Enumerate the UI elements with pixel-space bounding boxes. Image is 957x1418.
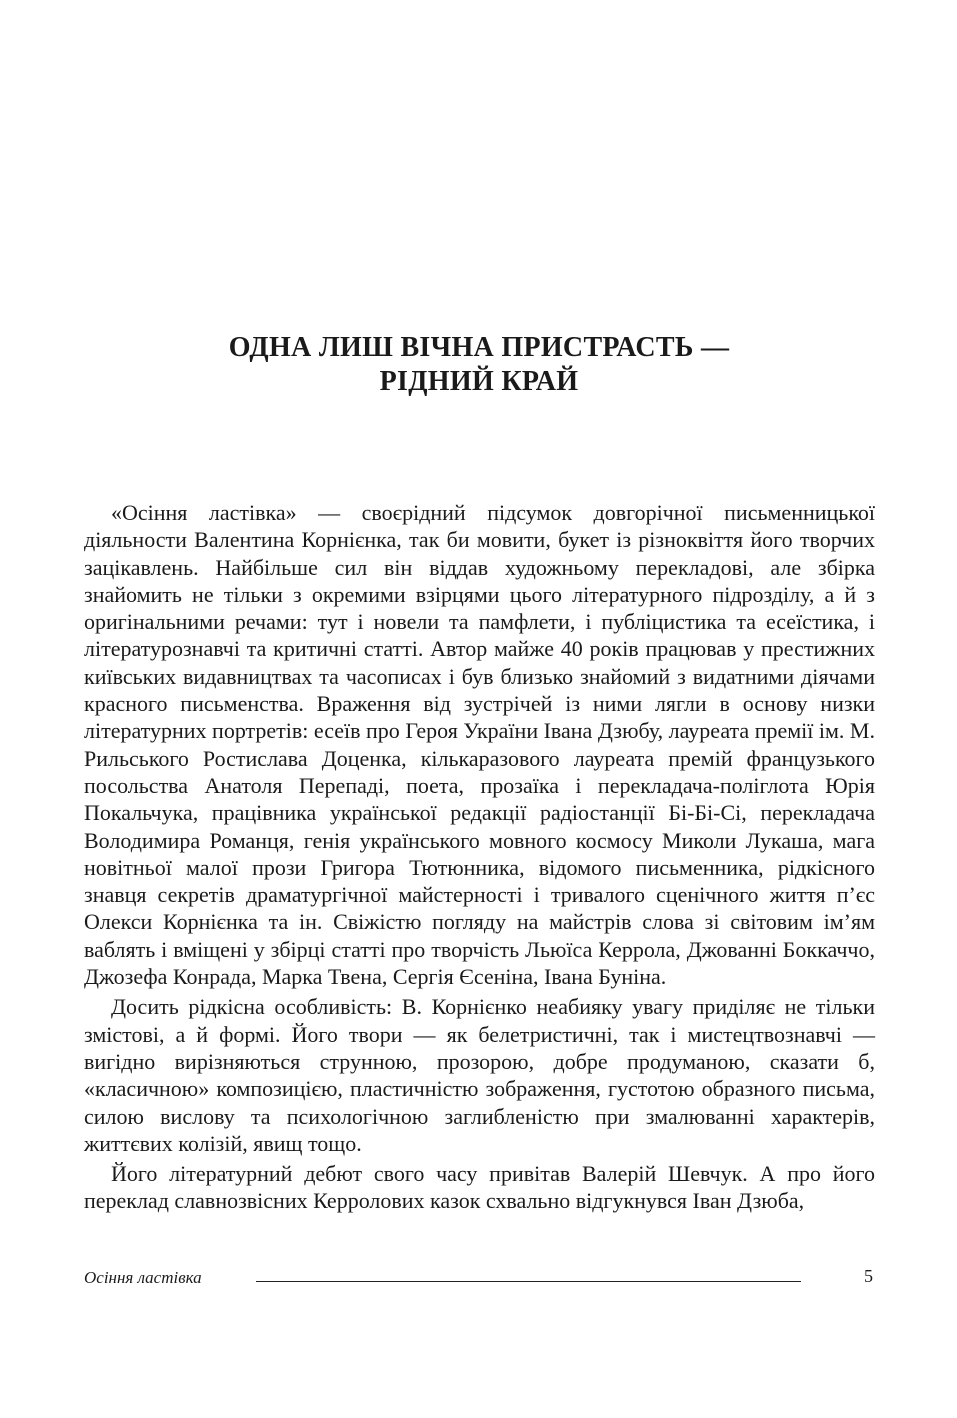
chapter-title-line-2: РІДНИЙ КРАЙ — [379, 366, 579, 397]
footer-rule — [256, 1281, 801, 1282]
chapter-title — [84, 331, 874, 399]
chapter-title-line-1: ОДНА ЛИШ ВІЧНА ПРИСТРАСТЬ — — [228, 332, 730, 363]
page-footer — [84, 1266, 875, 1290]
paragraph: Досить рідкісна особливість: В. Корнієнко неабияку увагу приділяє не тільки змістові, а й формі. Його твори — як белетристичні, так і мистецтвознавчі — вигідно вирізняються струнною, прозорою, добре продуманою, сказати б, «класичною» композицією, пластичністю зображення, густотою образного письма, силою вислову та психологічною заглибленістю при змалюванні характерів, життєвих колізій, явищ тощо. — [84, 994, 875, 1156]
page-number: 5 — [864, 1266, 873, 1286]
paragraph: «Осіння ластівка» — своєрідний підсумок довгорічної письменницької діяльности Валентина Корнієнка, так би мовити, букет із різноквіття його творчих зацікавлень. Найбільше сил він віддав художньому перекладові, але збірка знайомить не тільки з окремими взірцями цього літературного підрозділу, а й з оригінальними речами: тут і новели та памфлети, і публіцистика та есеїстика, і літературознавчі та критичні статті. Автор майже 40 років працював у престижних київських видавництвах та часописах і був близько знайомий з видатними діячами красного письменства. Враження від зустрічей із ними лягли в основу низки літературних портретів: есеїв про Героя України Івана Дзюбу, лауреата премії ім. М. Рильського Ростислава Доценка, кількаразового лауреата премій французького посольства Анатоля Перепаді, поета, прозаїка і перекладача-поліглота Юрія Покальчука, працівника української редакції радіостанції Бі-Бі-Сі, перекладача Володимира Романця, генія українського мовного космосу Миколи Лукаша, мага новітньої малої прози Григора Тютюнника, відомого письменника, рідкісного знавця секретів драматургічної майстерності і тривалого сценічного життя п’єс Олекси Корнієнка та ін. Свіжістю погляду на майстрів слова зі світовим ім’ям ваблять і вміщені у збірці статті про творчість Льюїса Керрола, Джованні Боккаччо, Джозефа Конрада, Марка Твена, Сергія Єсеніна, Івана Буніна. — [84, 500, 875, 990]
body-text — [84, 499, 875, 1215]
running-footer-title: Осіння ластівка — [84, 1268, 202, 1287]
paragraph: Його літературний дебют свого часу привітав Валерій Шевчук. А про його переклад славнозвісних Керролових казок схвально відгукнувся Іван Дзюба, — [84, 1161, 875, 1214]
